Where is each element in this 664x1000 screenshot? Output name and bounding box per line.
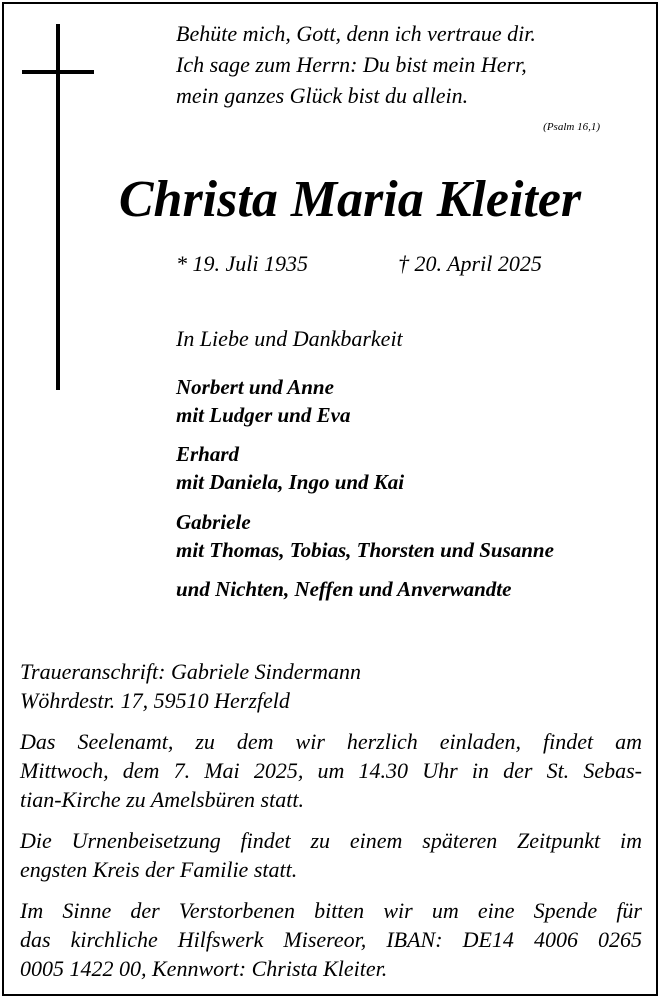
psalm-line: Behüte mich, Gott, denn ich vertraue dir. bbox=[176, 21, 536, 46]
family-line: Erhard bbox=[176, 442, 240, 466]
birth-date: * 19. Juli 1935 bbox=[176, 251, 308, 276]
family-line: mit Daniela, Ingo und Kai bbox=[176, 470, 405, 494]
paragraph-line: Mittwoch, dem 7. Mai 2025, um 14.30 Uhr in der St. Sebas- bbox=[20, 758, 642, 783]
paragraph-line: das kirchliche Hilfswerk Misereor, IBAN: DE14 4006 0265 bbox=[20, 927, 642, 952]
requiem-paragraph bbox=[20, 727, 642, 814]
family-group bbox=[176, 575, 511, 603]
deceased-name: Christa Maria Kleiter bbox=[118, 171, 582, 228]
family-group bbox=[176, 440, 404, 496]
urn-burial-paragraph bbox=[20, 826, 642, 884]
paragraph-line: Die Urnenbeisetzung findet zu einem späteren Zeitpunkt im bbox=[20, 828, 642, 853]
psalm-reference: (Psalm 16,1) bbox=[543, 121, 600, 133]
family-line: Gabriele bbox=[176, 510, 251, 534]
paragraph-line: 0005 1422 00, Kennwort: Christa Kleiter. bbox=[20, 956, 388, 981]
address-line: Traueranschrift: Gabriele Sindermann bbox=[20, 659, 361, 684]
family-line: und Nichten, Neffen und Anverwandte bbox=[176, 577, 512, 601]
address-line: Wöhrdestr. 17, 59510 Herzfeld bbox=[20, 688, 290, 713]
family-line: Norbert und Anne bbox=[176, 375, 334, 399]
family-group bbox=[176, 508, 554, 564]
paragraph-line: Im Sinne der Verstorbenen bitten wir um eine Spende für bbox=[20, 898, 642, 923]
paragraph-line: engsten Kreis der Familie statt. bbox=[20, 857, 298, 882]
psalm-verse bbox=[176, 18, 536, 111]
donation-paragraph bbox=[20, 896, 642, 983]
family-group bbox=[176, 373, 350, 429]
cross-icon-bar bbox=[22, 70, 94, 74]
family-line: mit Ludger und Eva bbox=[176, 403, 351, 427]
dedication: In Liebe und Dankbarkeit bbox=[176, 326, 403, 351]
death-date: † 20. April 2025 bbox=[398, 251, 542, 276]
family-line: mit Thomas, Tobias, Thorsten und Susanne bbox=[176, 538, 554, 562]
psalm-line: Ich sage zum Herrn: Du bist mein Herr, bbox=[176, 52, 527, 77]
psalm-line: mein ganzes Glück bist du allein. bbox=[176, 83, 469, 108]
paragraph-line: Das Seelenamt, zu dem wir herzlich einladen, findet am bbox=[20, 729, 642, 754]
paragraph-line: tian-Kirche zu Amelsbüren statt. bbox=[20, 787, 304, 812]
mourning-address bbox=[20, 657, 642, 715]
